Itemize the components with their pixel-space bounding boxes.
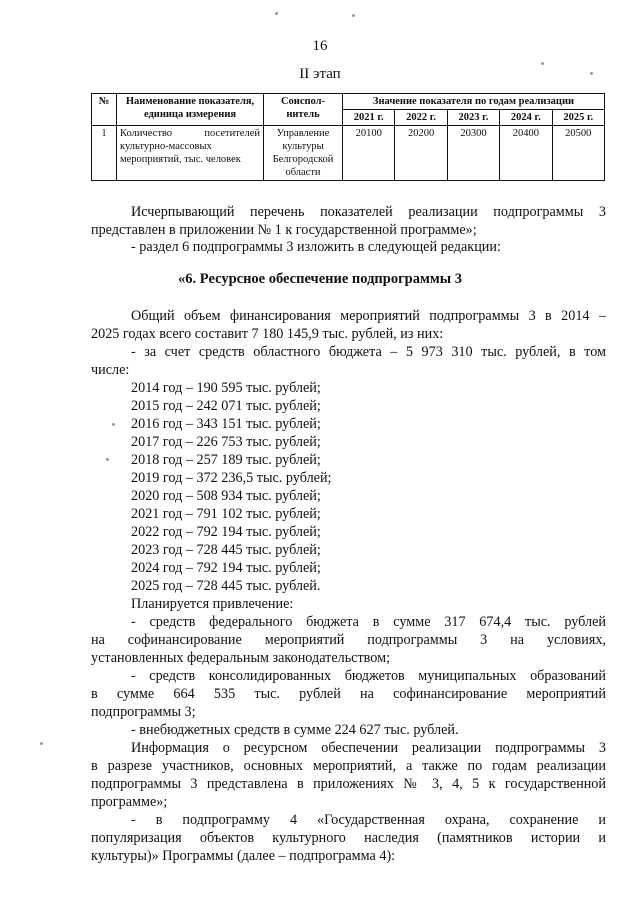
section-heading: «6. Ресурсное обеспечение подпрограммы 3 bbox=[178, 271, 462, 287]
scan-speck bbox=[112, 423, 115, 426]
cell-num: 1 bbox=[92, 126, 117, 181]
header-values-group: Значение показателя по годам реализации bbox=[343, 94, 605, 110]
text-line: Общий объем финансирования мероприятий подпрограммы 3 в 2014 – bbox=[131, 308, 606, 324]
year-line: 2024 год – 792 194 тыс. рублей; bbox=[131, 560, 321, 576]
header-num: № bbox=[92, 94, 117, 126]
year-line: 2025 год – 728 445 тыс. рублей. bbox=[131, 578, 321, 594]
text-line: программе»; bbox=[91, 794, 168, 810]
text-line: - внебюджетных средств в сумме 224 627 тыс. рублей. bbox=[131, 722, 459, 738]
header-year: 2024 г. bbox=[500, 110, 552, 126]
year-line: 2015 год – 242 071 тыс. рублей; bbox=[131, 398, 321, 414]
stage-title: II этап bbox=[299, 66, 341, 82]
scan-speck bbox=[106, 458, 109, 461]
year-line: 2016 год – 343 151 тыс. рублей; bbox=[131, 416, 321, 432]
year-line: 2022 год – 792 194 тыс. рублей; bbox=[131, 524, 321, 540]
text-line: установленных федеральным законодательством; bbox=[91, 650, 391, 666]
indicators-table bbox=[91, 93, 605, 181]
cell-value: 20400 bbox=[500, 126, 552, 181]
year-line: 2014 год – 190 595 тыс. рублей; bbox=[131, 380, 321, 396]
scan-speck bbox=[541, 62, 544, 65]
text-line: - средств консолидированных бюджетов муниципальных образований bbox=[131, 668, 606, 684]
cell-value: 20100 bbox=[343, 126, 395, 181]
text-line: 2025 годах всего составит 7 180 145,9 тыс. рублей, из них: bbox=[91, 326, 444, 342]
year-line: 2017 год – 226 753 тыс. рублей; bbox=[131, 434, 321, 450]
text-line: - за счет средств областного бюджета – 5 973 310 тыс. рублей, в том bbox=[131, 344, 606, 360]
text-line: Исчерпывающий перечень показателей реализации подпрограммы 3 bbox=[131, 204, 606, 220]
text-line: - в подпрограмму 4 «Государственная охрана, сохранение и bbox=[131, 812, 606, 828]
text-line: культуры)» Программы (далее – подпрограмма 4): bbox=[91, 848, 396, 864]
scan-speck bbox=[352, 14, 355, 17]
header-year: 2025 г. bbox=[552, 110, 605, 126]
text-line: на софинансирование мероприятий подпрограммы 3 на условиях, bbox=[91, 632, 606, 648]
text-line: подпрограммы 3 представлена в приложениях № 3, 4, 5 к государственной bbox=[91, 776, 606, 792]
header-executor: Соиспол-нитель bbox=[264, 94, 343, 126]
cell-value: 20200 bbox=[395, 126, 447, 181]
year-line: 2021 год – 791 102 тыс. рублей; bbox=[131, 506, 321, 522]
year-line: 2019 год – 372 236,5 тыс. рублей; bbox=[131, 470, 332, 486]
header-name: Наименование показателя, единица измерения bbox=[117, 94, 264, 126]
text-line: подпрограммы 3; bbox=[91, 704, 196, 720]
text-line: популяризация объектов культурного наследия (памятников истории и bbox=[91, 830, 606, 846]
table-row bbox=[92, 126, 605, 181]
year-line: 2020 год – 508 934 тыс. рублей; bbox=[131, 488, 321, 504]
table-header-row bbox=[92, 94, 605, 110]
text-line: - средств федерального бюджета в сумме 317 674,4 тыс. рублей bbox=[131, 614, 606, 630]
year-line: 2023 год – 728 445 тыс. рублей; bbox=[131, 542, 321, 558]
text-line: представлен в приложении № 1 к государственной программе»; bbox=[91, 222, 477, 238]
text-line: числе: bbox=[91, 362, 130, 378]
cell-name: Количество посетителей культурно-массовых мероприятий, тыс. человек bbox=[117, 126, 264, 181]
text-line: Планируется привлечение: bbox=[131, 596, 294, 612]
year-line: 2018 год – 257 189 тыс. рублей; bbox=[131, 452, 321, 468]
text-line: - раздел 6 подпрограммы 3 изложить в следующей редакции: bbox=[131, 239, 501, 255]
cell-executor: Управление культуры Белгородской области bbox=[264, 126, 343, 181]
header-year: 2023 г. bbox=[447, 110, 499, 126]
cell-value: 20500 bbox=[552, 126, 605, 181]
page-number: 16 bbox=[312, 38, 328, 54]
cell-value: 20300 bbox=[447, 126, 499, 181]
text-line: Информация о ресурсном обеспечении реализации подпрограммы 3 bbox=[131, 740, 606, 756]
header-year: 2021 г. bbox=[343, 110, 395, 126]
text-line: в разрезе участников, основных мероприятий, а также по годам реализации bbox=[91, 758, 606, 774]
scan-speck bbox=[40, 742, 43, 745]
header-year: 2022 г. bbox=[395, 110, 447, 126]
scan-speck bbox=[275, 12, 278, 15]
text-line: в сумме 664 535 тыс. рублей на софинансирование мероприятий bbox=[91, 686, 606, 702]
scan-speck bbox=[590, 72, 593, 75]
